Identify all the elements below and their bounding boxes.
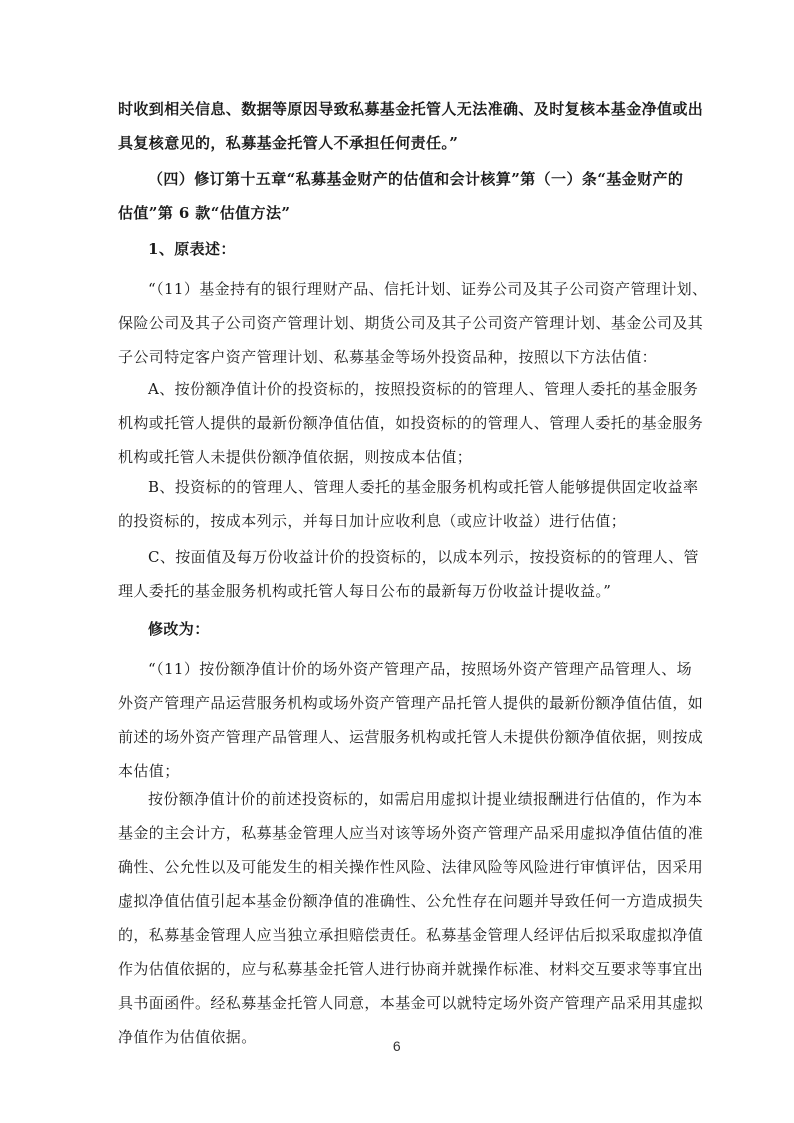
amended-label xyxy=(148,612,708,646)
text-line: 修改为： xyxy=(148,620,210,638)
text-line: 理人委托的基金服务机构或托管人每日公布的最新每万份收益计提收益。” xyxy=(118,582,612,600)
page-number: 6 xyxy=(392,1038,402,1054)
text-line: 具书面函件。经私募基金托管人同意，本基金可以就特定场外资产管理产品采用其虚拟 xyxy=(118,994,704,1012)
text-line: 的，私募基金管理人应当独立承担赔偿责任。私募基金管理人经评估后拟采取虚拟净值 xyxy=(118,926,704,944)
text-line: A、按份额净值计价的投资标的，按照投资标的的管理人、管理人委托的基金服务 xyxy=(148,380,699,398)
original-paragraph-c xyxy=(118,540,699,608)
text-line: “（11）基金持有的银行理财产品、信托计划、证券公司及其子公司资产管理计划、 xyxy=(148,280,708,298)
text-line: 的投资标的，按成本列示，并每日加计应收利息（或应计收益）进行估值； xyxy=(118,512,627,530)
amended-paragraph-virtual-nav xyxy=(118,782,704,1054)
text-line: （四）修订第十五章“私募基金财产的估值和会计核算”第（一）条“基金财产的 xyxy=(148,170,684,188)
original-paragraph-a xyxy=(118,372,704,474)
text-line: 确性、公允性以及可能发生的相关操作性风险、法律风险等风险进行审慎评估，因采用 xyxy=(118,858,704,876)
text-line: 机构或托管人未提供份额净值依据，则按成本估值； xyxy=(118,448,473,466)
text-line: 1、原表述： xyxy=(148,240,236,258)
text-line: 前述的场外资产管理产品管理人、运营服务机构或托管人未提供份额净值依据，则按成 xyxy=(118,728,704,746)
text-line: “（11）按份额净值计价的场外资产管理产品，按照场外资产管理产品管理人、场 xyxy=(148,660,693,678)
amended-paragraph-11 xyxy=(118,652,704,788)
text-line: 净值作为估值依据。 xyxy=(118,1028,257,1046)
text-line: 时收到相关信息、数据等原因导致私募基金托管人无法准确、及时复核本基金净值或出 xyxy=(118,100,704,118)
text-line: 虚拟净值估值引起本基金份额净值的准确性、公允性存在问题并导致任何一方造成损失 xyxy=(118,892,704,910)
original-label xyxy=(148,232,708,266)
intro-continuation xyxy=(118,92,704,160)
text-line: 保险公司及其子公司资产管理计划、期货公司及其子公司资产管理计划、基金公司及其 xyxy=(118,314,704,332)
text-line: 机构或托管人提供的最新份额净值估值，如投资标的的管理人、管理人委托的基金服务 xyxy=(118,414,704,432)
text-line: 按份额净值计价的前述投资标的，如需启用虚拟计提业绩报酬进行估值的，作为本 xyxy=(148,790,703,808)
text-line: 基金的主会计方，私募基金管理人应当对该等场外资产管理产品采用虚拟净值估值的准 xyxy=(118,824,704,842)
section-heading xyxy=(118,162,684,230)
text-line: 作为估值依据的，应与私募基金托管人进行协商并就操作标准、材料交互要求等事宜出 xyxy=(118,960,704,978)
original-paragraph-11 xyxy=(118,272,708,374)
text-line: B、投资标的的管理人、管理人委托的基金服务机构或托管人能够提供固定收益率 xyxy=(148,478,699,496)
text-line: 估值”第 6 款“估值方法” xyxy=(118,204,291,222)
original-paragraph-b xyxy=(118,470,699,538)
text-line: 具复核意见的，私募基金托管人不承担任何责任。” xyxy=(118,134,459,152)
text-line: 本估值； xyxy=(118,762,180,780)
text-line: 外资产管理产品运营服务机构或场外资产管理产品托管人提供的最新份额净值估值，如 xyxy=(118,694,704,712)
text-line: C、按面值及每万份收益计价的投资标的，以成本列示，按投资标的的管理人、管 xyxy=(148,548,699,566)
text-line: 子公司特定客户资产管理计划、私募基金等场外投资品种，按照以下方法估值： xyxy=(118,348,658,366)
